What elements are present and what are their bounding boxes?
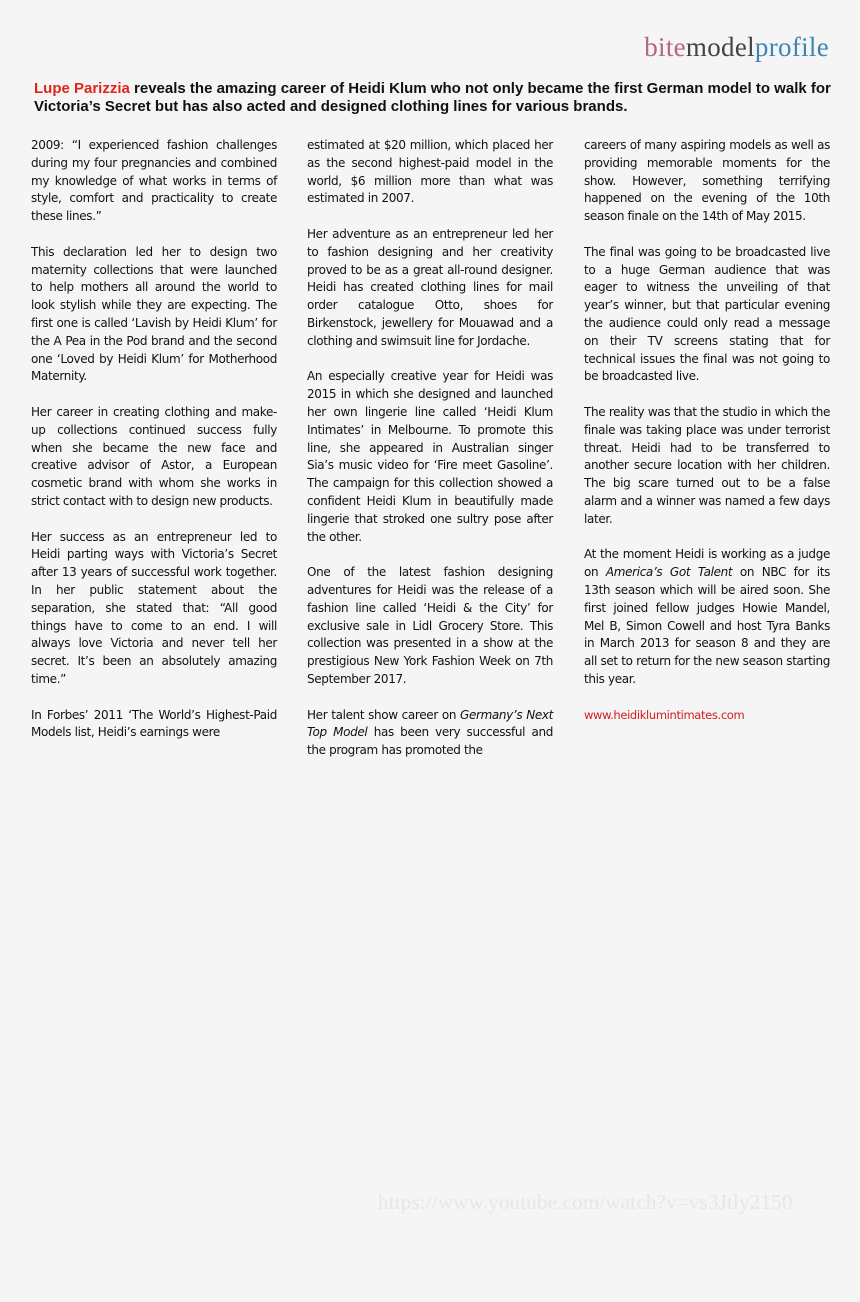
author-name: Lupe Parizzia <box>34 80 130 97</box>
paragraph: estimated at $20 million, which placed her as the second highest-paid model in the world, $6 million more than what was estimated in 2007. <box>307 138 553 206</box>
show-title: Germany’s Next Top Model <box>307 707 553 740</box>
masthead-logo <box>644 34 829 61</box>
paragraph: Her success as an entrepreneur led to Heidi parting ways with Victoria’s Secret after 13 years of successful work together. In her public statement about the separation, she stated that: “All good things have to come to an end. I will always love Victoria and never tell her secret. It’s been an absolutely amazing time.” <box>31 529 277 686</box>
paragraph: careers of many aspiring models as well as providing memorable moments for the show. However, something terrifying happened on the evening of the 10th season finale on the 14th of May 2015. <box>584 138 830 224</box>
paragraph-text: has been very successful and the program has promoted the <box>307 725 553 758</box>
intro-text: reveals the amazing career of Heidi Klum who not only became the first German model to walk for Victoria’s Secret but has also acted and designed clothing lines for various brands. <box>34 80 831 115</box>
article-column-2 <box>307 137 553 760</box>
website-link[interactable]: www.heidiklumintimates.com <box>584 707 745 722</box>
paragraph <box>307 707 553 760</box>
masthead-model: model <box>685 32 755 62</box>
paragraph-text: on NBC for its 13th season which will be aired soon. She first joined fellow judges Howie Mandel, Mel B, Simon Cowell and host Tyra Banks in March 2013 for season 8 and they are all set to return for the new season starting this year. <box>584 565 831 686</box>
paragraph: Her adventure as an entrepreneur led her to fashion designing and her creativity proved to be as a great all-round designer. Heidi has created clothing lines for mail order catalogue Otto, shoes for Birkenstock, jewellery for Mouawad and a clothing and swimsuit line for Jordache. <box>307 226 553 348</box>
article-column-3 <box>584 137 830 724</box>
paragraph: One of the latest fashion designing adventures for Heidi was the release of a fashion line called ‘Heidi & the City’ for exclusive sale in Lidl Grocery Store. This collection was presented in a show at the prestigious New York Fashion Week on 7th September 2017. <box>307 565 553 686</box>
masthead-profile: profile <box>754 32 829 62</box>
masthead-bite: bite <box>644 32 686 62</box>
paragraph: This declaration led her to design two maternity collections that were launched to help mothers all around the world to look stylish while they are expecting. The first one is called ‘Lavish by Heidi Klum’ for the A Pea in the Pod brand and the second one ‘Loved by Heidi Klum’ for Motherhood Maternity. <box>31 244 277 384</box>
paragraph-text: Her talent show career on <box>307 707 461 722</box>
paragraph: In Forbes’ 2011 ‘The World’s Highest-Paid Models list, Heidi’s earnings were <box>31 707 277 740</box>
paragraph: The final was going to be broadcasted live to a huge German audience that was eager to witness the unveiling of that year’s winner, but that particular evening the audience could only read a message on their TV screens stating that for technical issues the final was not going to be broadcasted live. <box>584 244 830 384</box>
paragraph: Her career in creating clothing and make-up collections continued success fully when she became the new face and creative advisor of Astor, a European cosmetic brand with whom she works in strict contact with to design new products. <box>31 404 277 508</box>
watermark-url: https://www.youtube.com/watch?v=vs3Jtly2150 <box>378 1190 793 1214</box>
paragraph <box>584 546 830 688</box>
paragraph: The reality was that the studio in which the finale was taking place was under terrorist threat. Heidi had to be transferred to another secure location with her children. The big scare turned out to be a false alarm and a winner was named a few days later. <box>584 404 830 526</box>
paragraph-text: At the moment Heidi is working as a judge on <box>584 547 830 580</box>
show-title: America’s Got Talent <box>605 565 733 580</box>
paragraph: An especially creative year for Heidi was 2015 in which she designed and launched her own lingerie line called ‘Heidi Klum Intimates’ in Melbourne. To promote this line, she appeared in Australian singer Sia’s music video for ‘Fire meet Gasoline’. The campaign for this collection showed a confident Heidi Klum in beautifully made lingerie that stroked one sultry pose after the other. <box>307 369 553 544</box>
article-column-1 <box>31 137 277 742</box>
article-intro <box>34 80 834 116</box>
paragraph: 2009: “I experienced fashion challenges during my four pregnancies and combined my knowledge of what works in terms of style, comfort and practicality to create these lines.” <box>31 138 277 224</box>
